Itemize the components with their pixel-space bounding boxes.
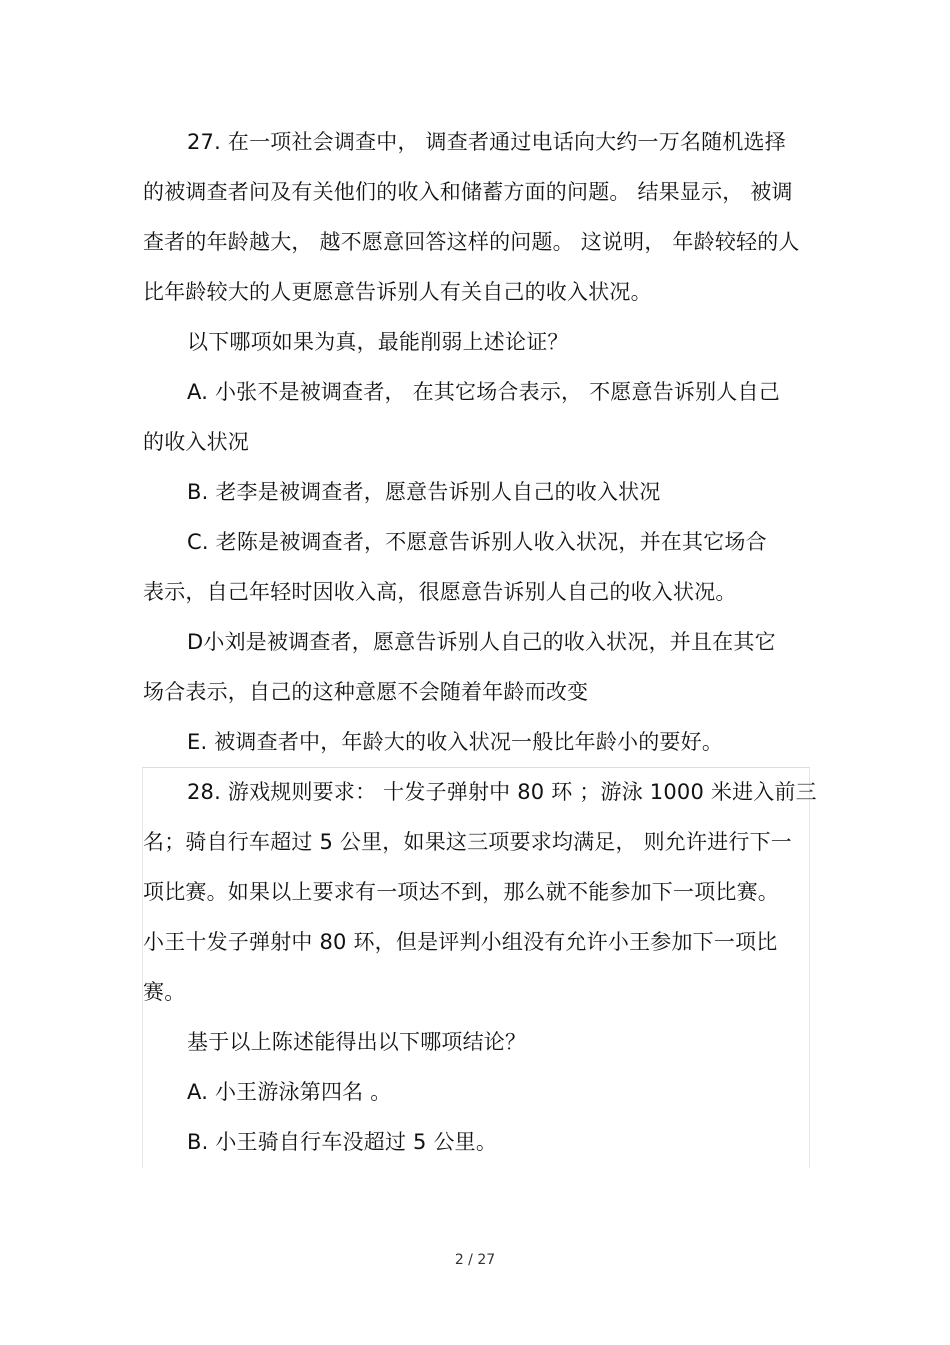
q27-option-e: E. 被调查者中，年龄大的收入状况一般比年龄小的要好。 xyxy=(187,730,724,754)
q27-question: 以下哪项如果为真，最能削弱上述论证？ xyxy=(187,330,569,354)
q28-line-3: 项比赛。如果以上要求有一项达不到，那么就不能参加下一项比赛。 xyxy=(143,880,779,904)
q28-line-5: 赛。 xyxy=(143,980,186,1004)
q27-line-3: 查者的年龄越大， 越不愿意回答这样的问题。 这说明， 年龄较轻的人 xyxy=(143,230,800,254)
q27-option-a-line-1: A. 小张不是被调查者， 在其它场合表示， 不愿意告诉别人自己 xyxy=(187,380,780,404)
q28-option-b: B. 小王骑自行车没超过 5 公里。 xyxy=(187,1130,498,1154)
q28-question: 基于以上陈述能得出以下哪项结论？ xyxy=(187,1030,527,1054)
q27-option-d-line-2: 场合表示，自己的这种意愿不会随着年龄而改变 xyxy=(143,680,589,704)
q27-option-a-line-2: 的收入状况 xyxy=(143,430,249,454)
q28-line-2: 名；骑自行车超过 5 公里，如果这三项要求均满足， 则允许进行下一 xyxy=(143,830,792,854)
page-number: 2 / 27 xyxy=(454,1252,496,1268)
q27-option-d-line-1: D小刘是被调查者，愿意告诉别人自己的收入状况，并且在其它 xyxy=(187,630,776,654)
q28-option-a: A. 小王游泳第四名 。 xyxy=(187,1080,392,1104)
q27-line-2: 的被调查者问及有关他们的收入和储蓄方面的问题。 结果显示， 被调 xyxy=(143,180,793,204)
q28-line-4: 小王十发子弹射中 80 环，但是评判小组没有允许小王参加下一项比 xyxy=(143,930,778,954)
q27-option-c-line-2: 表示，自己年轻时因收入高，很愿意告诉别人自己的收入状况。 xyxy=(143,580,737,604)
q28-line-1: 28. 游戏规则要求： 十发子弹射中 80 环 ；游泳 1000 米进入前三 xyxy=(187,780,817,804)
q27-line-4: 比年龄较大的人更愿意告诉别人有关自己的收入状况。 xyxy=(143,280,652,304)
q27-option-b: B. 老李是被调查者，愿意告诉别人自己的收入状况 xyxy=(187,480,661,504)
q27-option-c-line-1: C. 老陈是被调查者，不愿意告诉别人收入状况，并在其它场合 xyxy=(187,530,767,554)
q27-line-1: 27. 在一项社会调查中， 调查者通过电话向大约一万名随机选择 xyxy=(187,130,786,154)
